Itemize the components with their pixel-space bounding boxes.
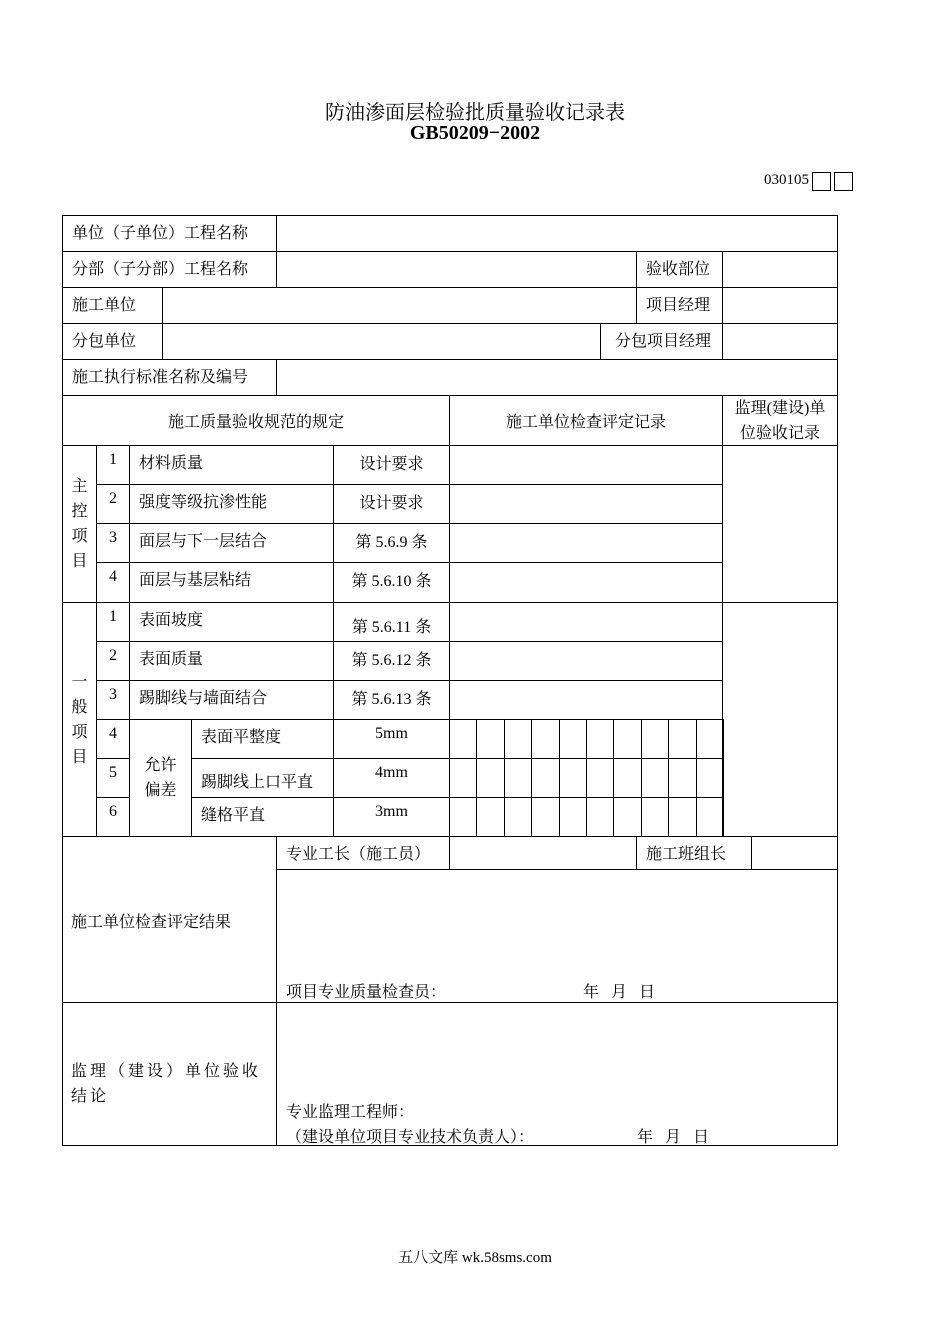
conclusion-label-cell <box>62 1002 277 1146</box>
general-item-check-record[interactable] <box>449 641 723 681</box>
supervision-column-header: 监理(建设)单位验收记录 <box>722 395 838 446</box>
project-manager-label: 项目经理 <box>636 287 723 324</box>
general-item-name: 表面质量 <box>129 641 334 681</box>
result-content[interactable] <box>276 869 838 1003</box>
main-item-requirement: 设计要求 <box>333 445 450 485</box>
main-item-name: 面层与下一层结合 <box>129 523 334 563</box>
tolerance-item-name: 表面平整度 <box>191 719 334 759</box>
measurement-cell[interactable] <box>476 719 504 759</box>
conclusion-content[interactable] <box>276 1002 838 1146</box>
foreman-value[interactable] <box>449 836 637 870</box>
tolerance-item-name: 缝格平直 <box>191 797 334 837</box>
measurement-cell[interactable] <box>613 797 641 837</box>
main-items-group-label: 主控项目 <box>62 445 97 603</box>
tolerance-item-no: 6 <box>96 797 130 837</box>
project-manager-value[interactable] <box>722 287 838 324</box>
acceptance-part-label: 验收部位 <box>636 251 723 288</box>
measurement-cell[interactable] <box>586 797 614 837</box>
tolerance-item-value: 4mm <box>333 758 450 798</box>
tolerance-label: 允许偏差 <box>129 719 192 837</box>
measurement-cell[interactable] <box>696 719 724 759</box>
measurement-cell[interactable] <box>613 758 641 798</box>
measurement-cell[interactable] <box>476 758 504 798</box>
main-item-requirement: 第 5.6.9 条 <box>333 523 450 563</box>
measurement-cell[interactable] <box>641 719 669 759</box>
measurement-cell[interactable] <box>613 719 641 759</box>
measurement-cell[interactable] <box>696 797 724 837</box>
main-item-check-record[interactable] <box>449 445 723 485</box>
general-item-no: 3 <box>96 680 130 720</box>
main-item-check-record[interactable] <box>449 523 723 563</box>
measurement-cell[interactable] <box>668 719 696 759</box>
result-date: 年 月 日 <box>583 984 656 1001</box>
general-item-check-record[interactable] <box>449 602 723 642</box>
tolerance-item-no: 5 <box>96 758 130 798</box>
owner-label: （建设单位项目专业技术负责人）： <box>286 1129 535 1146</box>
main-item-no: 4 <box>96 562 130 603</box>
main-item-check-record[interactable] <box>449 562 723 603</box>
measurement-cell[interactable] <box>586 758 614 798</box>
measurement-cell[interactable] <box>531 719 559 759</box>
general-item-check-record[interactable] <box>449 680 723 720</box>
general-item-name: 踢脚线与墙面结合 <box>129 680 334 720</box>
tolerance-item-name: 踢脚线上口平直 <box>191 758 334 798</box>
subcontract-unit-label: 分包单位 <box>62 323 163 360</box>
measurement-cell[interactable] <box>504 797 532 837</box>
main-items-supervision-record[interactable] <box>722 445 838 603</box>
measurement-cell[interactable] <box>559 797 587 837</box>
foreman-label: 专业工长（施工员） <box>276 836 450 870</box>
inspector-label: 项目专业质量检查员： <box>286 984 447 1001</box>
team-leader-label: 施工班组长 <box>636 836 752 870</box>
main-item-name: 强度等级抗渗性能 <box>129 484 334 524</box>
result-label: 施工单位检查评定结果 <box>71 914 232 931</box>
conclusion-date: 年 月 日 <box>637 1129 710 1146</box>
measurement-cell[interactable] <box>668 797 696 837</box>
main-item-name: 面层与基层粘结 <box>129 562 334 603</box>
measurement-cell[interactable] <box>696 758 724 798</box>
acceptance-part-value[interactable] <box>722 251 838 288</box>
measurement-cell[interactable] <box>586 719 614 759</box>
measurement-cell[interactable] <box>668 758 696 798</box>
measurement-cell[interactable] <box>559 719 587 759</box>
sub-project-value[interactable] <box>276 251 637 288</box>
standard-value[interactable] <box>276 359 838 396</box>
unit-project-value[interactable] <box>276 215 838 252</box>
main-item-requirement: 设计要求 <box>333 484 450 524</box>
main-item-no: 2 <box>96 484 130 524</box>
standard-label: 施工执行标准名称及编号 <box>62 359 277 396</box>
form-title: 防油渗面层检验批质量验收记录表 <box>325 102 625 124</box>
subcontract-manager-label: 分包项目经理 <box>600 323 723 360</box>
main-item-no: 3 <box>96 523 130 563</box>
tolerance-item-value: 5mm <box>333 719 450 759</box>
general-item-requirement: 第 5.6.13 条 <box>333 680 450 720</box>
subcontract-manager-value[interactable] <box>722 323 838 360</box>
form-code-number: 030105 <box>764 172 809 188</box>
general-items-group-label: 一般项目 <box>62 602 97 837</box>
engineer-label: 专业监理工程师： <box>286 1104 415 1121</box>
measurement-cell[interactable] <box>476 797 504 837</box>
measurement-cell[interactable] <box>449 719 477 759</box>
conclusion-label: 监理（建设）单位验收结论 <box>71 1063 262 1105</box>
tolerance-item-value: 3mm <box>333 797 450 837</box>
measurement-cell[interactable] <box>504 719 532 759</box>
main-item-name: 材料质量 <box>129 445 334 485</box>
measurement-cell[interactable] <box>641 797 669 837</box>
measurement-cell[interactable] <box>559 758 587 798</box>
main-item-no: 1 <box>96 445 130 485</box>
measurement-cell[interactable] <box>504 758 532 798</box>
spec-column-header: 施工质量验收规范的规定 <box>62 395 450 446</box>
team-leader-value[interactable] <box>751 836 838 870</box>
general-item-no: 1 <box>96 602 130 642</box>
construction-unit-value[interactable] <box>162 287 637 324</box>
measurement-cell[interactable] <box>531 758 559 798</box>
general-item-requirement: 第 5.6.12 条 <box>333 641 450 681</box>
main-item-requirement: 第 5.6.10 条 <box>333 562 450 603</box>
general-item-name: 表面坡度 <box>129 602 334 642</box>
check-column-header: 施工单位检查评定记录 <box>449 395 723 446</box>
general-items-supervision-record[interactable] <box>722 602 838 837</box>
footer-watermark: 五八文库 wk.58sms.com <box>398 1250 552 1266</box>
standard-code: GB50209−2002 <box>409 122 541 144</box>
general-item-no: 2 <box>96 641 130 681</box>
subcontract-unit-value[interactable] <box>162 323 601 360</box>
result-label-cell <box>62 836 277 1003</box>
sub-project-label: 分部（子分部）工程名称 <box>62 251 277 288</box>
measurement-cell[interactable] <box>449 797 477 837</box>
measurement-cell[interactable] <box>449 758 477 798</box>
unit-project-label: 单位（子单位）工程名称 <box>62 215 277 252</box>
general-item-requirement: 第 5.6.11 条 <box>333 602 450 642</box>
construction-unit-label: 施工单位 <box>62 287 163 324</box>
measurement-cell[interactable] <box>641 758 669 798</box>
main-item-check-record[interactable] <box>449 484 723 524</box>
tolerance-item-no: 4 <box>96 719 130 759</box>
measurement-cell[interactable] <box>531 797 559 837</box>
